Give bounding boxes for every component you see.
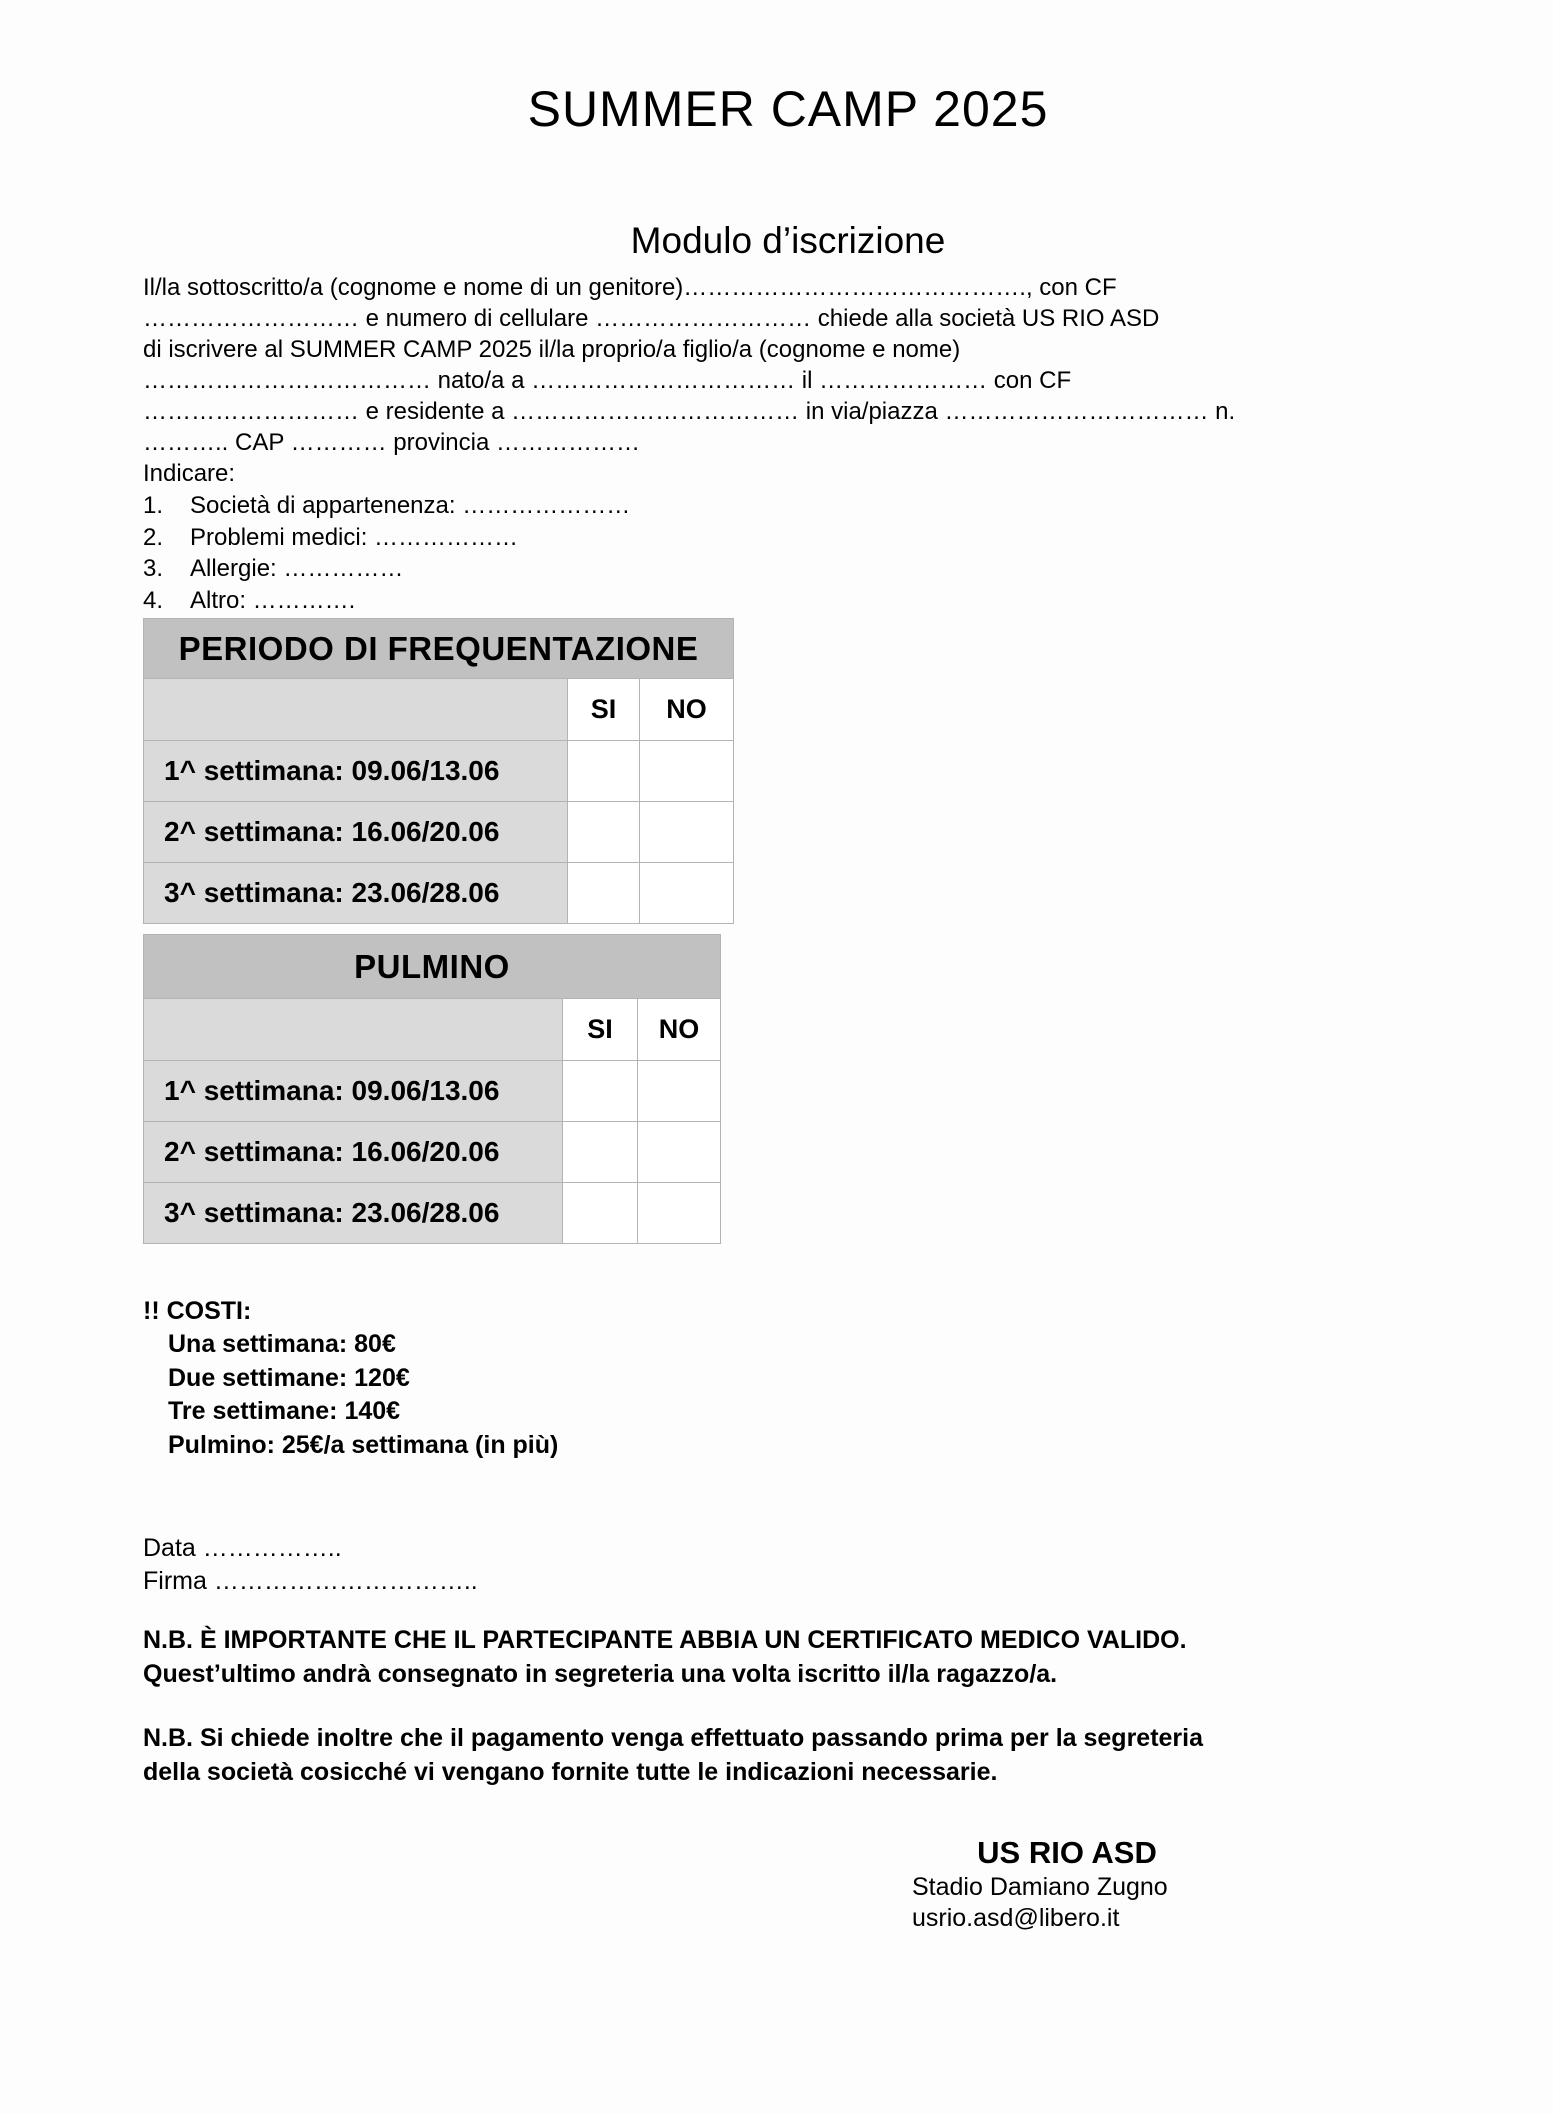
pulmino-table-title: PULMINO — [144, 935, 721, 999]
list-item-text: Problemi medici: ……………… — [190, 523, 519, 551]
list-item-allergie — [143, 553, 1433, 585]
list-number: 3. — [143, 555, 164, 582]
organization-address: Stadio Damiano Zugno — [912, 1873, 1168, 1901]
intro-line-child-birth: ……………………………… nato/a a …………………………… il ………………… con CF — [143, 367, 1072, 394]
periodo-table — [143, 618, 734, 924]
periodo-si-header: SI — [568, 679, 640, 741]
list-item-problemi-medici — [143, 522, 1433, 554]
intro-line-phone: ……………………… e numero di cellulare ……………………… chiede alla società US RIO ASD — [143, 305, 1160, 332]
pulmino-week1-si-cell[interactable] — [563, 1061, 638, 1122]
periodo-corner-cell — [144, 679, 568, 741]
table-row — [144, 802, 734, 863]
periodo-week1-no-cell[interactable] — [640, 741, 734, 802]
note-line: N.B. Si chiede inoltre che il pagamento venga effettuato passando prima per la segreteria — [143, 1724, 1204, 1752]
periodo-week1-label: 1^ settimana: 09.06/13.06 — [144, 741, 568, 802]
pulmino-week3-si-cell[interactable] — [563, 1183, 638, 1244]
list-item-text: Altro: …………. — [190, 586, 356, 614]
list-item-societa — [143, 490, 1433, 522]
signature-area — [143, 1532, 1433, 1598]
pulmino-week3-no-cell[interactable] — [638, 1183, 721, 1244]
pulmino-corner-cell — [144, 999, 563, 1061]
note-line: della società cosicché vi vengano fornite tutte le indicazioni necessarie. — [143, 1758, 998, 1786]
pulmino-week3-label: 3^ settimana: 23.06/28.06 — [144, 1183, 563, 1244]
list-item-altro — [143, 585, 1433, 617]
periodo-week3-si-cell[interactable] — [568, 863, 640, 924]
note-line: N.B. È IMPORTANTE CHE IL PARTECIPANTE ABBIA UN CERTIFICATO MEDICO VALIDO. — [143, 1626, 1187, 1654]
intro-line-request: di iscrivere al SUMMER CAMP 2025 il/la proprio/a figlio/a (cognome e nome) — [143, 336, 961, 363]
intro-line-residence: ……………………… e residente a ……………………………… in via/piazza …………………………… n. — [143, 398, 1236, 425]
pulmino-week1-label: 1^ settimana: 09.06/13.06 — [144, 1061, 563, 1122]
table-row — [144, 1183, 721, 1244]
pulmino-table — [143, 934, 721, 1244]
periodo-table-title: PERIODO DI FREQUENTAZIONE — [144, 619, 734, 679]
cost-three-weeks: Tre settimane: 140€ — [168, 1397, 401, 1425]
periodo-week2-si-cell[interactable] — [568, 802, 640, 863]
indicare-label: Indicare: — [143, 460, 236, 487]
list-number: 2. — [143, 523, 164, 551]
signature-field: Firma ………………………….. — [143, 1567, 478, 1595]
note-line: Quest’ultimo andrà consegnato in segreteria una volta iscritto il/la ragazzo/a. — [143, 1660, 1058, 1688]
pulmino-week2-si-cell[interactable] — [563, 1122, 638, 1183]
intro-line-parent-name: Il/la sottoscritto/a (cognome e nome di un genitore)……………………………………., con CF — [143, 274, 1117, 301]
form-subtitle: Modulo d’iscrizione — [630, 220, 946, 261]
pulmino-week1-no-cell[interactable] — [638, 1061, 721, 1122]
pulmino-week2-label: 2^ settimana: 16.06/20.06 — [144, 1122, 563, 1183]
organization-email: usrio.asd@libero.it — [912, 1904, 1120, 1932]
table-row — [144, 863, 734, 924]
list-item-text: Allergie: …………… — [190, 555, 404, 582]
periodo-week2-no-cell[interactable] — [640, 802, 734, 863]
table-row — [144, 1061, 721, 1122]
cost-pulmino: Pulmino: 25€/a settimana (in più) — [168, 1430, 559, 1459]
periodo-week3-label: 3^ settimana: 23.06/28.06 — [144, 863, 568, 924]
pulmino-no-header: NO — [638, 999, 721, 1061]
costs-heading: !! COSTI: — [143, 1297, 252, 1325]
costs-section — [143, 1294, 1433, 1462]
organization-name: US RIO ASD — [977, 1835, 1157, 1870]
table-row — [144, 1122, 721, 1183]
table-row — [144, 741, 734, 802]
indicare-list — [143, 490, 1433, 616]
list-number: 4. — [143, 586, 164, 614]
page-title: SUMMER CAMP 2025 — [527, 81, 1049, 137]
list-item-text: Società di appartenenza: ………………… — [190, 492, 631, 519]
note-payment — [143, 1721, 1433, 1789]
list-number: 1. — [143, 492, 164, 519]
cost-two-weeks: Due settimane: 120€ — [168, 1363, 410, 1392]
pulmino-si-header: SI — [563, 999, 638, 1061]
pulmino-week2-no-cell[interactable] — [638, 1122, 721, 1183]
organization-block — [912, 1834, 1222, 1934]
date-field: Data …………….. — [143, 1534, 342, 1562]
note-medical-certificate — [143, 1623, 1433, 1691]
periodo-no-header: NO — [640, 679, 734, 741]
periodo-week2-label: 2^ settimana: 16.06/20.06 — [144, 802, 568, 863]
intro-line-cap-provincia: ……….. CAP ………… provincia ……………… — [143, 429, 640, 456]
periodo-week3-no-cell[interactable] — [640, 863, 734, 924]
intro-paragraph — [143, 272, 1433, 458]
periodo-week1-si-cell[interactable] — [568, 741, 640, 802]
cost-one-week: Una settimana: 80€ — [168, 1330, 396, 1358]
